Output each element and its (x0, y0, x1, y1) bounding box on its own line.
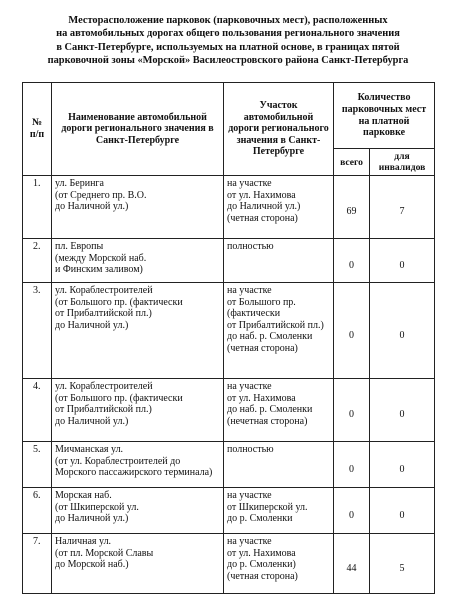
row-total: 69 (334, 176, 370, 239)
row-total: 0 (334, 488, 370, 534)
title-line: Месторасположение парковок (парковочных мест), расположенных (68, 15, 388, 26)
header-num: № п/п (23, 83, 52, 176)
row-num: 6. (23, 488, 52, 534)
table-row (23, 488, 435, 534)
row-road: пл. Европы (между Морской наб. и Финским заливом) (52, 239, 224, 283)
header-total: всего (334, 149, 370, 176)
document-title (22, 14, 434, 68)
row-num: 4. (23, 379, 52, 442)
row-disabled: 5 (370, 534, 435, 594)
row-total: 44 (334, 534, 370, 594)
row-num: 1. (23, 176, 52, 239)
header-road: Наименование автомобильной дороги регионального значения в Санкт-Петербурге (52, 83, 224, 176)
header-section: Участок автомобильной дороги регионального значения в Санкт-Петербурге (224, 83, 334, 176)
title-line: на автомобильных дорогах общего пользования регионального значения (56, 28, 400, 40)
row-num: 7. (23, 534, 52, 594)
table-row (23, 283, 435, 379)
row-section: на участке от ул. Нахимова до Наличной ул.) (четная сторона) (224, 176, 334, 239)
row-road: Наличная ул. (от пл. Морской Славы до Морской наб.) (52, 534, 224, 594)
row-num: 2. (23, 239, 52, 283)
row-section: полностью (224, 239, 334, 283)
header-count: Количество парковочных мест на платной парковке (334, 83, 435, 149)
row-disabled: 0 (370, 488, 435, 534)
row-num: 5. (23, 442, 52, 488)
table-row (23, 534, 435, 594)
row-section: на участке от ул. Нахимова до наб. р. Смоленки (нечетная сторона) (224, 379, 334, 442)
table-row (23, 176, 435, 239)
row-road: Мичманская ул. (от ул. Кораблестроителей до Морского пассажирского терминала) (52, 442, 224, 488)
row-disabled: 7 (370, 176, 435, 239)
table-row (23, 379, 435, 442)
title-line: парковочной зоны «Морской» Василеостровского района Санкт-Петербурга (47, 55, 409, 67)
row-road: ул. Беринга (от Среднего пр. В.О. до Наличной ул.) (52, 176, 224, 239)
row-total: 0 (334, 442, 370, 488)
header-disabled: для инвалидов (370, 149, 435, 176)
row-section: на участке от Большого пр. (фактически от Прибалтийской пл.) до наб. р. Смоленки (четная сторона) (224, 283, 334, 379)
row-road: ул. Кораблестроителей (от Большого пр. (фактически от Прибалтийской пл.) до Наличной ул.) (52, 379, 224, 442)
row-disabled: 0 (370, 283, 435, 379)
row-total: 0 (334, 239, 370, 283)
row-road: Морская наб. (от Шкиперской ул. до Наличной ул.) (52, 488, 224, 534)
row-disabled: 0 (370, 379, 435, 442)
parking-table (22, 82, 435, 594)
row-section: на участке от ул. Нахимова до р. Смоленки) (четная сторона) (224, 534, 334, 594)
table-row (23, 442, 435, 488)
row-road: ул. Кораблестроителей (от Большого пр. (фактически от Прибалтийской пл.) до Наличной ул.) (52, 283, 224, 379)
row-section: полностью (224, 442, 334, 488)
row-section: на участке от Шкиперской ул. до р. Смоленки (224, 488, 334, 534)
row-total: 0 (334, 283, 370, 379)
title-line: в Санкт-Петербурге, используемых на платной основе, в границах пятой (56, 41, 400, 53)
row-disabled: 0 (370, 442, 435, 488)
row-num: 3. (23, 283, 52, 379)
row-total: 0 (334, 379, 370, 442)
row-disabled: 0 (370, 239, 435, 283)
table-row (23, 239, 435, 283)
